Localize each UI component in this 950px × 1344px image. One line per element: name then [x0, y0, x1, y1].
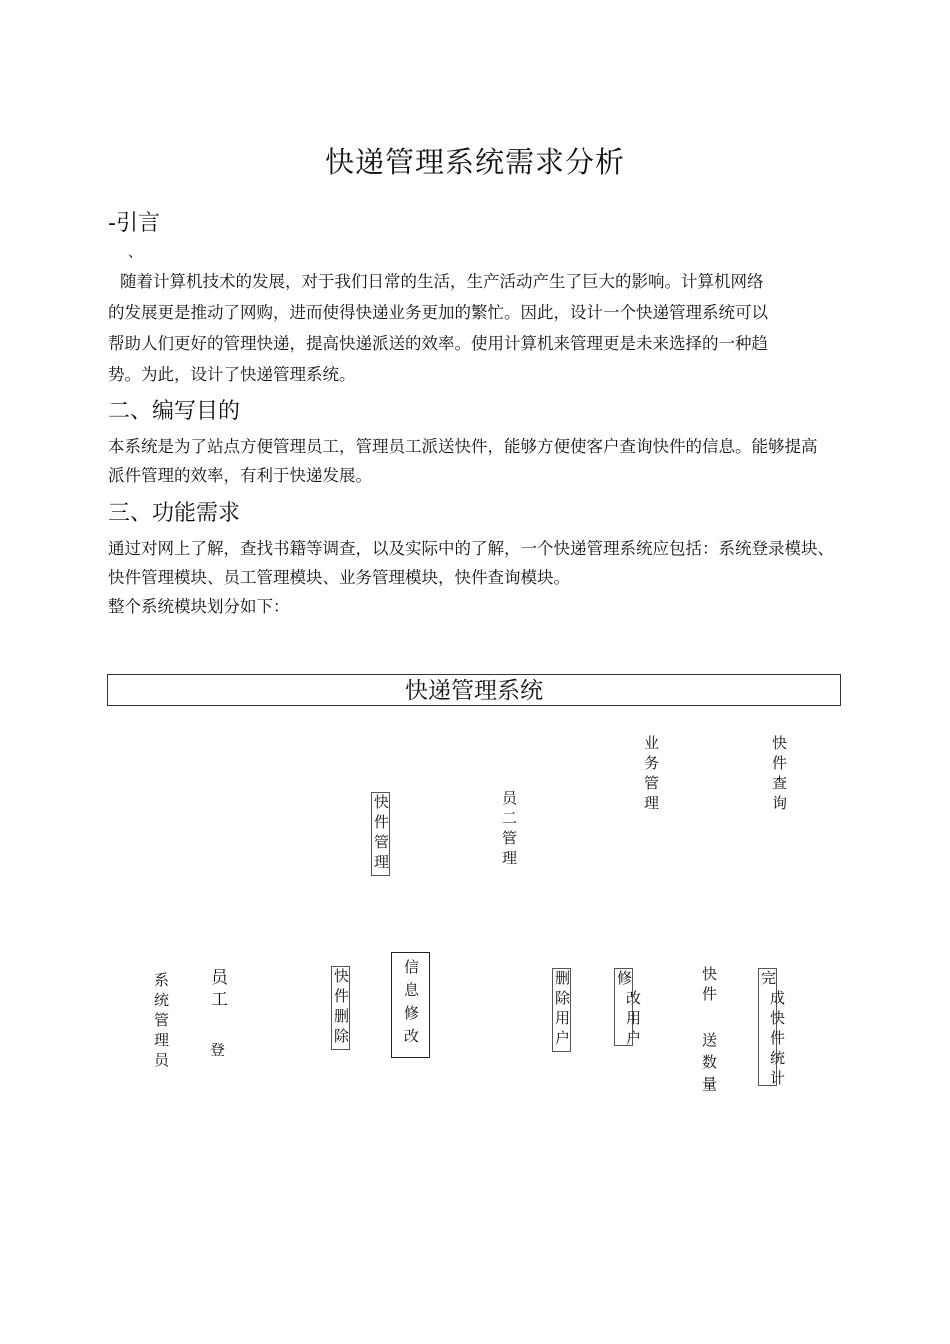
intro-line-3: 帮助人们更好的管理快递，提高快递派送的效率。使用计算机来管理更是未来选择的一种趋	[108, 334, 768, 353]
intro-line-1: 随着计算机技术的发展，对于我们日常的生活，生产活动产生了巨大的影响。计算机网络	[120, 272, 764, 291]
stray-mark: 、	[128, 245, 142, 261]
item-delete-parcel: 快件删除	[332, 968, 350, 1048]
section-heading-purpose: 二、编写目的	[108, 399, 241, 424]
module-parcel-query: 快件查询	[770, 735, 788, 815]
document-title: 快递管理系统需求分析	[324, 145, 625, 179]
intro-paragraph	[108, 266, 848, 390]
item-staff: 员工	[207, 968, 227, 1012]
requirements-line-3: 整个系统模块划分如下：	[108, 597, 290, 616]
item-delete-user: 删除用户	[553, 970, 571, 1050]
diagram-root-box: 快递管理系统	[107, 674, 841, 706]
module-parcel-management: 快件管理	[372, 794, 390, 874]
requirements-line-1: 通过对网上了解，查找书籍等调查，以及实际中的了解，一个快递管理系统应包括：系统登录模块、	[108, 539, 834, 558]
module-business-management: 业务管理	[642, 735, 660, 815]
module-staff-management: 员二管理	[500, 790, 518, 870]
purpose-paragraph	[108, 432, 848, 490]
item-modify-user-prefix: 修	[614, 968, 633, 1046]
requirements-paragraph	[108, 534, 848, 621]
requirements-line-2: 快件管理模块、员工管理模块、业务管理模块，快件查询模块。	[108, 568, 570, 587]
purpose-line-1: 本系统是为了站点方便管理员工，管理员工派送快件，能够方便使客户查询快件的信息。能够提高	[108, 437, 818, 456]
section-heading-requirements: 三、功能需求	[108, 501, 241, 526]
section-heading-intro: -引言	[108, 211, 160, 236]
intro-line-4: 势。为此，设计了快递管理系统。	[108, 365, 356, 384]
item-stats-prefix: 完	[758, 968, 777, 1086]
item-system-admin: 系统管理员	[152, 972, 170, 1072]
purpose-line-2: 派件管理的效率，有利于快递发展。	[108, 466, 372, 485]
intro-line-2: 的发展更是推动了网购，进而使得快递业务更加的繁忙。因此，设计一个快递管理系统可以	[108, 303, 768, 322]
item-completed-stats: 成快件统计	[768, 990, 786, 1090]
item-login-fragment: 登	[208, 1042, 226, 1062]
item-parcel: 快件	[700, 966, 718, 1006]
item-info-edit: 信息修改	[391, 952, 430, 1058]
item-delivery-count: 送数量	[700, 1032, 718, 1098]
item-modify-user: 改用户	[624, 990, 642, 1050]
